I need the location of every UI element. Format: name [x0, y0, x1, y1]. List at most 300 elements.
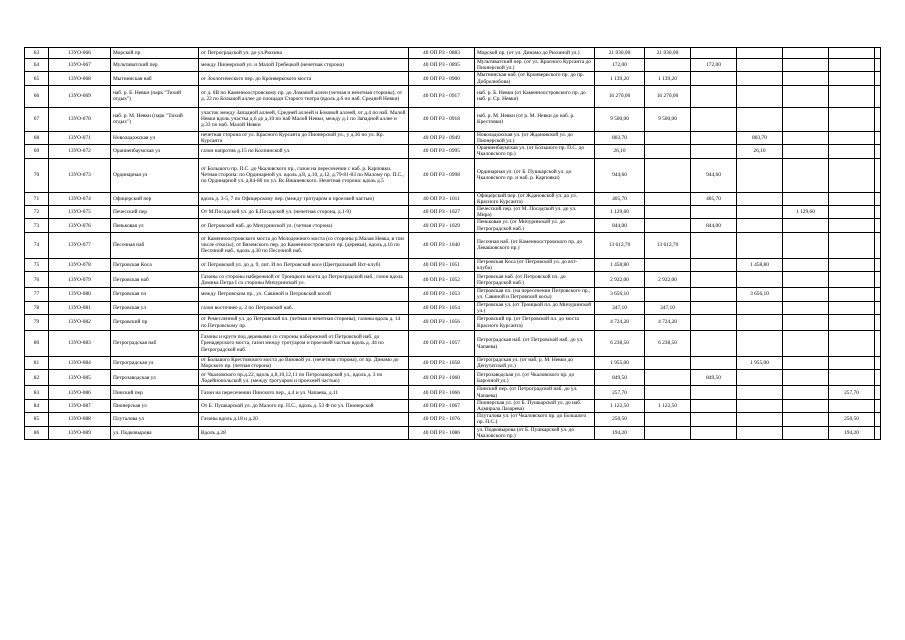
row-number: 64 — [25, 59, 49, 72]
full-name: Петроградская наб. (от Петровской наб. до ул. Чапаева) — [475, 331, 595, 357]
object-name: Мытнинская наб — [111, 72, 199, 85]
object-description: От Б. Пушкарской ул. до Малого пр. П.С., вдоль д. 53 Ф по ул. Пионерской — [199, 399, 409, 412]
area-col-4 — [783, 85, 829, 107]
area-col-5 — [829, 272, 875, 288]
full-name: Офицерский пер. (от Ждановской ул. до ул. Красного Курсанта) — [475, 192, 595, 205]
row-code: 13УО-086 — [49, 386, 111, 399]
area-col-4 — [783, 158, 829, 192]
registry-number: 40 ОП РЗ - 1040 — [409, 232, 475, 258]
table-row — [25, 232, 881, 258]
full-name: наб. р. М. Невки (от р. М. Невки до наб. р. Крестовки) — [475, 107, 595, 131]
area-col-4 — [783, 131, 829, 144]
table-row — [25, 370, 881, 386]
area-col-4 — [783, 258, 829, 271]
area-col-5 — [829, 145, 875, 158]
area-col-5 — [829, 192, 875, 205]
object-name: Петровская ул — [111, 301, 199, 314]
area-col-4 — [783, 192, 829, 205]
object-description: участок между Западной аллеей, Средней аллеей и Боковой аллеей, от д.4 по наб. Малой Невки вдоль участка д.6 до д.10 по наб Малой Невки, между д.1 по Западной аллее и д.33 по наб. Малой Невки — [199, 107, 409, 131]
area-col-3 — [737, 192, 783, 205]
object-description: Вдоль д.28 — [199, 426, 409, 439]
table-row — [25, 107, 881, 131]
object-name: Пинский пер — [111, 386, 199, 399]
table-row — [25, 145, 881, 158]
full-name: Петровская наб. (от Петровской пл. до Петроградской наб.) — [475, 272, 595, 288]
object-description: от Каменноостровского моста до Молодежного моста (со стороны р.Малая Невка, в том числе откосы), от Вяземского пер. до Каменноостровского пр. (деревья), вдоль д.16 по Песочной наб., вдоль д.30 по Песочной наб. — [199, 232, 409, 258]
area-col-3 — [737, 48, 783, 59]
row-number: 82 — [25, 370, 49, 386]
total-area: 172,00 — [595, 59, 645, 72]
object-description: Газоны и круги под деревьями со стороны набережной от Петровской наб. до Гренадерского моста, газон между тротуаром и проезжей частью вдоль д. 44 по Петроградской наб. — [199, 331, 409, 357]
area-col-1: 13 612,70 — [645, 232, 691, 258]
object-name: Морской пр — [111, 48, 199, 59]
area-col-1 — [645, 357, 691, 370]
object-name: ул. Подковырова — [111, 426, 199, 439]
empty-cell — [875, 232, 881, 258]
total-area: 405,70 — [595, 192, 645, 205]
area-col-4 — [783, 72, 829, 85]
full-name: Петровская Коса (от Петровской ул. до яхт-клуба) — [475, 258, 595, 271]
object-description: газон восточнее д. 2 по Петровской наб. — [199, 301, 409, 314]
table-row — [25, 59, 881, 72]
area-col-3 — [737, 331, 783, 357]
row-number: 71 — [25, 192, 49, 205]
registry-number: 40 ОП РЗ - 1054 — [409, 301, 475, 314]
area-col-1 — [645, 158, 691, 192]
row-code: 13УО-088 — [49, 413, 111, 426]
area-col-4 — [783, 386, 829, 399]
empty-cell — [875, 386, 881, 399]
area-col-2 — [691, 272, 737, 288]
registry-number: 40 ОП РЗ - 1086 — [409, 426, 475, 439]
area-col-4 — [783, 399, 829, 412]
area-col-3: 803,70 — [737, 131, 783, 144]
empty-cell — [875, 85, 881, 107]
table-row — [25, 399, 881, 412]
area-col-3 — [737, 72, 783, 85]
empty-cell — [875, 301, 881, 314]
area-col-4 — [783, 315, 829, 331]
area-col-4 — [783, 370, 829, 386]
row-number: 81 — [25, 357, 49, 370]
object-description: Газон на пересечении Пинского пер., д.4 и ул. Чапаева, д.11 — [199, 386, 409, 399]
total-area: 1 458,80 — [595, 258, 645, 271]
row-number: 84 — [25, 399, 49, 412]
table-row — [25, 72, 881, 85]
row-code: 13УО-071 — [49, 131, 111, 144]
object-description: от Петровской ул. до д. 9, лит. И по Петровской косе (Центральный Яхт-клуб) — [199, 258, 409, 271]
full-name: Пеньковая ул. (от Мичуринской ул. до Петроградской наб.) — [475, 219, 595, 232]
registry-number: 40 ОП РЗ - 1029 — [409, 219, 475, 232]
empty-cell — [875, 48, 881, 59]
area-col-5 — [829, 331, 875, 357]
table-row — [25, 158, 881, 192]
full-name: Ораниенбаумская ул. (от Большого пр. П.С. до Чкаловского пр.) — [475, 145, 595, 158]
full-name: Морской пр. (от ул. Динамо до Рюхиной ул.) — [475, 48, 595, 59]
table-row — [25, 206, 881, 219]
full-name: Плуталова ул. (от Чкаловского пр. до Большого пр. П.С.) — [475, 413, 595, 426]
object-name: Ораниенбаумская ул — [111, 145, 199, 158]
object-description: между Петровским пр., ул. Савиной и Петровской косой — [199, 288, 409, 301]
area-col-1 — [645, 370, 691, 386]
empty-cell — [875, 219, 881, 232]
object-name: Плуталова ул — [111, 413, 199, 426]
area-col-5 — [829, 59, 875, 72]
object-name: Петрозаводская ул — [111, 370, 199, 386]
table-row — [25, 192, 881, 205]
total-area: 849,50 — [595, 370, 645, 386]
row-code: 13УО-084 — [49, 357, 111, 370]
registry-number: 40 ОП РЗ - 0918 — [409, 107, 475, 131]
empty-cell — [875, 192, 881, 205]
registry-number: 40 ОП РЗ - 1066 — [409, 386, 475, 399]
empty-cell — [875, 72, 881, 85]
registry-number: 40 ОП РЗ - 1056 — [409, 315, 475, 331]
object-description: Газоны со стороны набережной от Троицкого моста до Петроградской наб., газон вдоль Домика Петра I со стороны Мичуринской ул. — [199, 272, 409, 288]
object-description: нечетная сторона от ул. Красного Курсанта до Пионерской ул., у д.36 по ул. Кр. Курсанта — [199, 131, 409, 144]
full-name: Ординарная ул. (от Б. Пушкарской ул. до Чкаловского пр. и наб. р. Карповки) — [475, 158, 595, 192]
registry-number: 40 ОП РЗ - 1058 — [409, 357, 475, 370]
area-col-1 — [645, 131, 691, 144]
area-col-2 — [691, 386, 737, 399]
area-col-1: 1 139,20 — [645, 72, 691, 85]
empty-cell — [875, 331, 881, 357]
registry-number: 40 ОП РЗ - 0995 — [409, 145, 475, 158]
object-name: Мультиватский пер — [111, 59, 199, 72]
registry-number: 40 ОП РЗ - 0949 — [409, 131, 475, 144]
area-col-1 — [645, 258, 691, 271]
area-col-1 — [645, 386, 691, 399]
registry-number: 40 ОП РЗ - 1052 — [409, 272, 475, 288]
object-name: Пионерская ул — [111, 399, 199, 412]
object-description: от Большого Крестовского моста до Вязовой ул. (нечетная сторона), от пр. Динамо до Морского пр. (четная сторона) — [199, 357, 409, 370]
empty-cell — [875, 288, 881, 301]
row-code: 13УО-077 — [49, 232, 111, 258]
green-areas-table — [24, 47, 881, 440]
area-col-3 — [737, 386, 783, 399]
table-row — [25, 272, 881, 288]
object-description: от Петроградской ул. до ул.Рюхина — [199, 48, 409, 59]
row-code: 13УО-089 — [49, 426, 111, 439]
full-name: Петровская ул. (от Троицкой пл. до Мичуринской ул.) — [475, 301, 595, 314]
area-col-2 — [691, 48, 737, 59]
total-area: 21 030,00 — [595, 48, 645, 59]
empty-cell — [875, 272, 881, 288]
object-name: Новоладожская ул — [111, 131, 199, 144]
area-col-2: 844,00 — [691, 219, 737, 232]
area-col-4 — [783, 48, 829, 59]
row-number: 75 — [25, 258, 49, 271]
total-area: 250,50 — [595, 413, 645, 426]
object-description: от Большого пр. П.С. до Чкаловского пр., газон на пересечении с наб. р. Карповки. Четная сторона: по Ординарной ул. вдоль д.8, д.10, д.12, д.79-81-83 по Малому пр. П.С., по Ординарной ул. д.84-86 по ул. Вс.Вишневского. Нечетная сторона: вдоль д.5 — [199, 158, 409, 192]
row-code: 13УО-066 — [49, 48, 111, 59]
row-number: 65 — [25, 72, 49, 85]
empty-cell — [875, 131, 881, 144]
object-name: наб. р. Б. Невки (парк "Тихий отдых") — [111, 85, 199, 107]
row-number: 63 — [25, 48, 49, 59]
table-row — [25, 386, 881, 399]
object-name: Петроградская ул — [111, 357, 199, 370]
table-row — [25, 48, 881, 59]
empty-cell — [875, 158, 881, 192]
area-col-3 — [737, 272, 783, 288]
area-col-1: 4 724,20 — [645, 315, 691, 331]
full-name: Петровская пл. (на пересечении Петровского пр., ул. Савиной и Петровской косы) — [475, 288, 595, 301]
row-code: 13УО-082 — [49, 315, 111, 331]
row-code: 13УО-080 — [49, 288, 111, 301]
registry-number: 40 ОП РЗ - 1011 — [409, 192, 475, 205]
area-col-1: 16 270,00 — [645, 85, 691, 107]
registry-number: 40 ОП РЗ - 0895 — [409, 59, 475, 72]
area-col-2 — [691, 301, 737, 314]
area-col-3: 1 458,80 — [737, 258, 783, 271]
row-number: 78 — [25, 301, 49, 314]
object-description: от Чкаловского пр.д.22, вдоль д.8,10,12,11 по Петрозаводской ул., вдоль д. 3 по Лодейнопольской ул. (между тротуаром и проезжей частью) — [199, 370, 409, 386]
object-name: Ординарная ул — [111, 158, 199, 192]
object-description: вдоль д. 3-5, 7 по Офицерскому пер. (между тротуаром и проезжей частью) — [199, 192, 409, 205]
area-col-5 — [829, 315, 875, 331]
area-col-5: 257,70 — [829, 386, 875, 399]
registry-number: 40 ОП РЗ - 1053 — [409, 288, 475, 301]
row-code: 13УО-075 — [49, 206, 111, 219]
area-col-4 — [783, 357, 829, 370]
full-name: наб. р. Б. Невки (от Каменноостровского пр. до наб. р. Ср. Невки) — [475, 85, 595, 107]
area-col-4 — [783, 145, 829, 158]
object-description: газон напротив д.15 по Колпинской ул. — [199, 145, 409, 158]
total-area: 257,70 — [595, 386, 645, 399]
area-col-3 — [737, 232, 783, 258]
area-col-5 — [829, 206, 875, 219]
area-col-2 — [691, 232, 737, 258]
total-area: 9 500,00 — [595, 107, 645, 131]
area-col-5 — [829, 357, 875, 370]
area-col-1 — [645, 426, 691, 439]
row-code: 13УО-069 — [49, 85, 111, 107]
area-col-2 — [691, 399, 737, 412]
row-number: 70 — [25, 158, 49, 192]
row-number: 68 — [25, 131, 49, 144]
total-area: 1 129,60 — [595, 206, 645, 219]
area-col-3: 3 656,10 — [737, 288, 783, 301]
object-name: Пеньковая ул — [111, 219, 199, 232]
area-col-1: 2 932,00 — [645, 272, 691, 288]
area-col-1 — [645, 192, 691, 205]
area-col-5 — [829, 48, 875, 59]
full-name: Петрозаводская ул. (от Чкаловского пр. до Барочной ул.) — [475, 370, 595, 386]
row-code: 13УО-083 — [49, 331, 111, 357]
area-col-3 — [737, 219, 783, 232]
full-name: Петроградская ул. (от наб. р. М. Невки до Депутатской ул.) — [475, 357, 595, 370]
area-col-2: 172,00 — [691, 59, 737, 72]
area-col-3 — [737, 315, 783, 331]
total-area: 347,10 — [595, 301, 645, 314]
empty-cell — [875, 206, 881, 219]
area-col-2 — [691, 145, 737, 158]
area-col-5 — [829, 399, 875, 412]
row-number: 66 — [25, 85, 49, 107]
total-area: 6 238,50 — [595, 331, 645, 357]
object-name: Офицерский пер — [111, 192, 199, 205]
object-name: Песочная наб — [111, 232, 199, 258]
full-name: Пионерская ул. (от Б. Пушкарской ул. до наб. Адмирала Лазарева) — [475, 399, 595, 412]
total-area: 803,70 — [595, 131, 645, 144]
area-col-1 — [645, 59, 691, 72]
row-number: 72 — [25, 206, 49, 219]
object-description: От М.Посадской ул. до Б.Посадской ул. (нечетная сторона, д.1-9) — [199, 206, 409, 219]
registry-number: 40 ОП РЗ - 1067 — [409, 399, 475, 412]
row-code: 13УО-085 — [49, 370, 111, 386]
registry-number: 40 ОП РЗ - 1060 — [409, 370, 475, 386]
area-col-2 — [691, 288, 737, 301]
row-code: 13УО-078 — [49, 258, 111, 271]
full-name: ул. Подковырова (от Б. Пушкарской ул. до Чкаловского пр.) — [475, 426, 595, 439]
registry-number: 40 ОП РЗ - 1057 — [409, 331, 475, 357]
area-col-1: 6 238,50 — [645, 331, 691, 357]
area-col-2 — [691, 357, 737, 370]
table-row — [25, 331, 881, 357]
empty-cell — [875, 315, 881, 331]
total-area: 1 139,20 — [595, 72, 645, 85]
area-col-2 — [691, 258, 737, 271]
area-col-1 — [645, 413, 691, 426]
row-code: 13УО-068 — [49, 72, 111, 85]
area-col-5 — [829, 107, 875, 131]
object-name: Петровская пл — [111, 288, 199, 301]
document-page — [24, 47, 880, 440]
row-number: 85 — [25, 413, 49, 426]
full-name: Мультиватский пер. (от ул. Красного Курсанта до Пионерской ул.) — [475, 59, 595, 72]
row-code: 13УО-072 — [49, 145, 111, 158]
area-col-2 — [691, 206, 737, 219]
table-row — [25, 315, 881, 331]
row-code: 13УО-079 — [49, 272, 111, 288]
object-description: от Петровской наб. до Мичуринской ул. (четная сторона) — [199, 219, 409, 232]
row-code: 13УО-074 — [49, 192, 111, 205]
object-description: от Зоологического пер. до Кронверкского моста — [199, 72, 409, 85]
area-col-1: 21 030,00 — [645, 48, 691, 59]
object-description: Газоны вдоль д.18 и д.20 — [199, 413, 409, 426]
empty-cell — [875, 258, 881, 271]
registry-number: 40 ОП РЗ - 0883 — [409, 48, 475, 59]
object-name: Печесский пер — [111, 206, 199, 219]
area-col-3: 1 955,00 — [737, 357, 783, 370]
area-col-5 — [829, 219, 875, 232]
empty-cell — [875, 59, 881, 72]
total-area: 16 270,00 — [595, 85, 645, 107]
registry-number: 40 ОП РЗ - 1027 — [409, 206, 475, 219]
area-col-5 — [829, 158, 875, 192]
total-area: 844,00 — [595, 219, 645, 232]
area-col-2 — [691, 413, 737, 426]
registry-number: 40 ОП РЗ - 0998 — [409, 158, 475, 192]
empty-cell — [875, 145, 881, 158]
empty-cell — [875, 413, 881, 426]
empty-cell — [875, 370, 881, 386]
area-col-3 — [737, 107, 783, 131]
area-col-4 — [783, 331, 829, 357]
total-area: 2 932,00 — [595, 272, 645, 288]
area-col-5 — [829, 288, 875, 301]
table-row — [25, 258, 881, 271]
full-name: Мытнинская наб. (от Кронверкского пр. до пр. Добролюбова) — [475, 72, 595, 85]
full-name: Печесский пер. (от М. Посадской ул. до ул. Мира) — [475, 206, 595, 219]
area-col-3 — [737, 301, 783, 314]
empty-cell — [875, 357, 881, 370]
registry-number: 40 ОП РЗ - 0900 — [409, 72, 475, 85]
area-col-1 — [645, 288, 691, 301]
area-col-3 — [737, 85, 783, 107]
area-col-1: 9 500,00 — [645, 107, 691, 131]
row-code: 13УО-076 — [49, 219, 111, 232]
area-col-4 — [783, 219, 829, 232]
row-number: 79 — [25, 315, 49, 331]
row-number: 77 — [25, 288, 49, 301]
area-col-1 — [645, 145, 691, 158]
table-row — [25, 288, 881, 301]
area-col-4 — [783, 232, 829, 258]
table-row — [25, 219, 881, 232]
row-code: 13УО-087 — [49, 399, 111, 412]
row-number: 74 — [25, 232, 49, 258]
empty-cell — [875, 107, 881, 131]
object-name: Петроградская наб — [111, 331, 199, 357]
area-col-5 — [829, 301, 875, 314]
area-col-5 — [829, 370, 875, 386]
table-row — [25, 357, 881, 370]
row-number: 69 — [25, 145, 49, 158]
area-col-2 — [691, 72, 737, 85]
full-name: Петровский пр. (от Петровской пл. до моста Красного Курсанта) — [475, 315, 595, 331]
area-col-4 — [783, 59, 829, 72]
area-col-3 — [737, 370, 783, 386]
area-col-5: 250,50 — [829, 413, 875, 426]
area-col-1 — [645, 206, 691, 219]
object-name: наб. р. М. Невки (парк "Тихий отдых") — [111, 107, 199, 131]
full-name: Пинский пер. (от Петроградской наб. до ул. Чапаева) — [475, 386, 595, 399]
table-body — [25, 48, 881, 440]
registry-number: 40 ОП РЗ - 1076 — [409, 413, 475, 426]
total-area: 3 656,10 — [595, 288, 645, 301]
row-number: 86 — [25, 426, 49, 439]
total-area: 4 724,20 — [595, 315, 645, 331]
object-name: Петровский пр — [111, 315, 199, 331]
area-col-5: 194,20 — [829, 426, 875, 439]
area-col-5 — [829, 85, 875, 107]
area-col-5 — [829, 131, 875, 144]
row-number: 76 — [25, 272, 49, 288]
object-name: Петровская наб — [111, 272, 199, 288]
row-code: 13УО-081 — [49, 301, 111, 314]
total-area: 194,20 — [595, 426, 645, 439]
area-col-1: 1 122,50 — [645, 399, 691, 412]
object-description: от Ремесленной ул. до Петровской пл. (четная и нечетная стороны), газоны вдоль д. 14 по Петровскому пр. — [199, 315, 409, 331]
registry-number: 40 ОП РЗ - 1051 — [409, 258, 475, 271]
area-col-2 — [691, 315, 737, 331]
area-col-3 — [737, 413, 783, 426]
full-name: Песочная наб. (от Каменноостровского пр. до Левашовского пр.) — [475, 232, 595, 258]
area-col-2 — [691, 331, 737, 357]
area-col-2: 405,70 — [691, 192, 737, 205]
area-col-2: 849,50 — [691, 370, 737, 386]
empty-cell — [875, 426, 881, 439]
registry-number: 40 ОП РЗ - 0917 — [409, 85, 475, 107]
table-row — [25, 131, 881, 144]
table-row — [25, 301, 881, 314]
total-area: 1 955,00 — [595, 357, 645, 370]
object-description: от д. 6В по Каменноостровскому пр. до Ломаной аллеи (четная и нечетная стороны), от д. 22 по Большой аллее до площади Старого театра (вдоль д.6 по наб. Средней Невки) — [199, 85, 409, 107]
area-col-4 — [783, 301, 829, 314]
area-col-3 — [737, 59, 783, 72]
